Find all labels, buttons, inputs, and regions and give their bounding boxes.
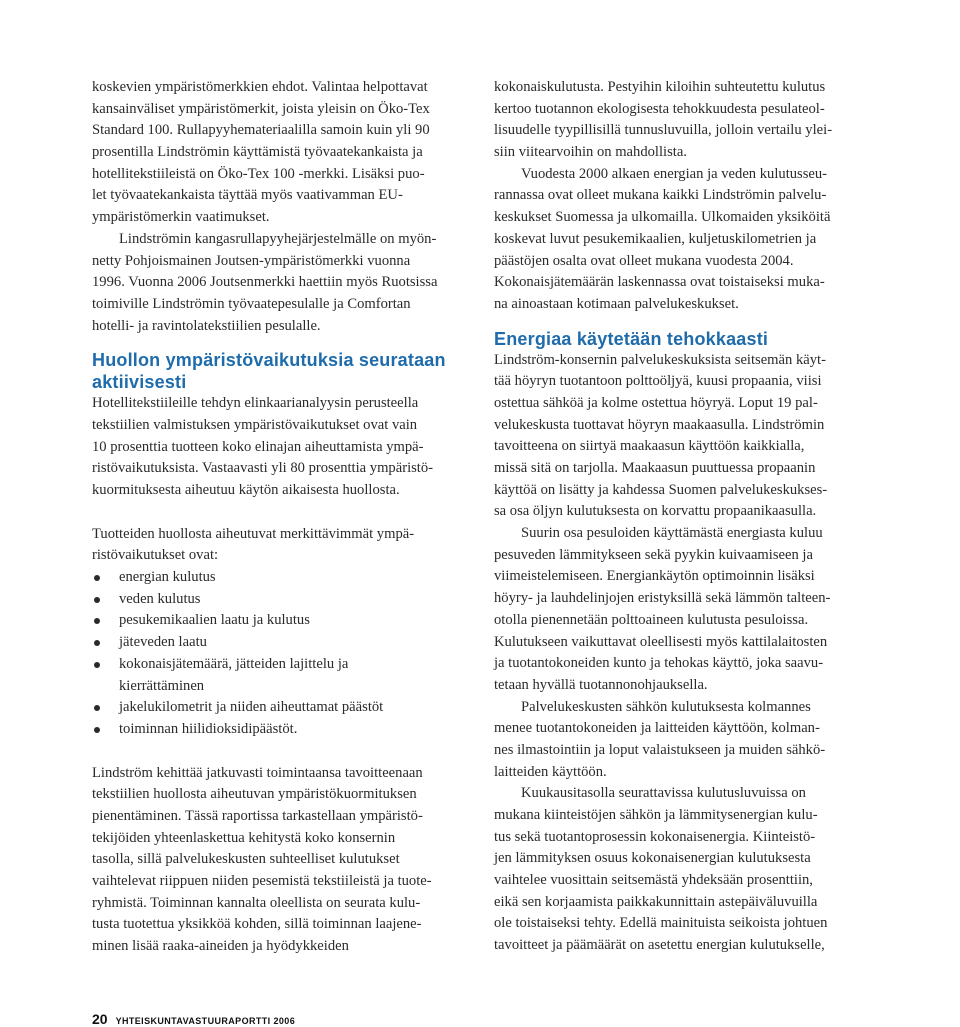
- list-item: toiminnan hiilidioksidipäästöt.: [92, 719, 470, 741]
- text-line: laitteiden käyttöön.: [494, 763, 607, 780]
- text-line: lisuudelle tyypillisillä tunnusluvuilla, jolloin vertailu ylei-: [494, 122, 833, 139]
- text-line: Kulutukseen vaikuttavat oleellisesti myös kattilalaitosten: [494, 633, 828, 650]
- paragraph: [92, 393, 470, 501]
- text-line: tekijöiden yhteenlaskettua kehitystä koko konsernin: [92, 829, 396, 846]
- text-line: kertoo tuotannon ekologisesta tehokkuudesta pesulateol-: [494, 100, 825, 117]
- text-line: tekstiilien huollosta aiheutuvan ympäristökuormituksen: [92, 786, 417, 803]
- text-line: koskevien ympäristömerkkien ehdot. Valintaa helpottavat: [92, 79, 428, 95]
- list-item: pesukemikaalien laatu ja kulutus: [92, 610, 470, 632]
- text-line: kierrättäminen: [119, 677, 205, 694]
- paragraph: [494, 350, 874, 524]
- text-line: tavoitteet ja päämäärät on asetettu energian kulutukselle,: [494, 937, 825, 954]
- text-line: rannassa ovat olleet mukana kaikki Lindströmin palvelu-: [494, 187, 827, 204]
- text-line: hotellitekstiileistä on Öko-Tex 100 -merkki. Lisäksi puo-: [92, 165, 425, 182]
- text-line: Hotellitekstiileille tehdyn elinkaarianalyysin perusteella: [92, 395, 419, 412]
- list-item: [92, 654, 470, 697]
- list-item: jäteveden laatu: [92, 632, 470, 654]
- text-line: vaihtelee vuosittain seitsemästä yhdeksään prosenttiin,: [494, 872, 813, 889]
- text-line: Kuukausitasolla seurattavissa kulutusluvuissa on: [521, 785, 806, 802]
- text-line: ristövaikutuksista. Vastaavasti yli 80 prosenttia ympäristö-: [92, 460, 434, 477]
- right-column: [494, 77, 874, 957]
- section-heading-environmental-impacts: [92, 349, 470, 393]
- text-line: käyttöä on lisätty ja kahdessa Suomen palvelukeskukses-: [494, 481, 828, 498]
- text-line: toimiville Lindströmin työvaatepesulalle ja Comfortan: [92, 295, 411, 312]
- text-line: ryhmistä. Toiminnan kannalta oleellista on seurata kulu-: [92, 894, 421, 911]
- paragraph: [92, 77, 470, 229]
- text-line: höyry- ja lauhdelinjojen eristyksillä sekä lämmön talteen-: [494, 590, 831, 607]
- text-line: let työvaatekankaista täyttää myös vaativamman EU-: [92, 187, 403, 204]
- text-line: viimeistelemiseen. Energiankäytön optimoinnin lisäksi: [494, 568, 815, 585]
- paragraph: [494, 697, 874, 784]
- text-line: Lindström kehittää jatkuvasti toimintaansa tavoitteenaan: [92, 764, 423, 781]
- text-line: ole toistaiseksi tehty. Edellä mainituista seikoista johtuen: [494, 915, 828, 932]
- list-item: energian kulutus: [92, 567, 470, 589]
- text-line: Palvelukeskusten sähkön kulutuksesta kolmannes: [521, 698, 811, 715]
- text-line: pesuveden lämmitykseen sekä pyykin kuivaamiseen ja: [494, 546, 813, 563]
- list-item: veden kulutus: [92, 589, 470, 611]
- text-line: na ainoastaan kotimaan palvelukeskukset.: [494, 295, 739, 312]
- text-line: koskevat luvut pesukemikaalien, kuljetuskilometrien ja: [494, 230, 817, 247]
- text-line: missä sitä on tarjolla. Maakaasun puuttuessa propaanin: [494, 460, 816, 476]
- page-number: 20: [92, 1011, 108, 1027]
- text-line: nes ilmastointiin ja loput valaistukseen ja muiden sähkö-: [494, 741, 826, 758]
- paragraph: [92, 763, 470, 958]
- text-line: ostettua sähköä ja kolme ostettua höyryä. Loput 19 pal-: [494, 394, 818, 411]
- heading-line: aktiivisesti: [92, 372, 187, 393]
- impact-bullet-list: [92, 567, 470, 741]
- text-line: tää höyryn tuotantoon polttoöljyä, kuusi propaania, viisi: [494, 373, 822, 390]
- text-line: siin viitearvoihin on mahdollista.: [494, 144, 687, 161]
- list-item: jakelukilometrit ja niiden aiheuttamat päästöt: [92, 697, 470, 719]
- text-line: prosentilla Lindströmin käyttämistä työvaatekankaista ja: [92, 144, 423, 161]
- text-line: minen lisää raaka-aineiden ja hyödykkeiden: [92, 938, 349, 955]
- text-line: kansainväliset ympäristömerkit, joista yleisin on Öko-Tex: [92, 100, 430, 117]
- text-line: ympäristömerkin vaatimukset.: [92, 209, 270, 226]
- left-column: [92, 77, 470, 958]
- text-line: 10 prosenttia tuotteen koko elinajan aiheuttamista ympä-: [92, 438, 424, 455]
- page-footer: [92, 1011, 295, 1027]
- text-line: Vuodesta 2000 alkaen energian ja veden kulutusseu-: [521, 165, 828, 182]
- text-line: 1996. Vuonna 2006 Joutsenmerkki haettiin myös Ruotsissa: [92, 274, 438, 291]
- text-line: pienentäminen. Tässä raportissa tarkastellaan ympäristö-: [92, 807, 423, 824]
- text-line: vaihtelevat riippuen niiden pesemistä tekstiileistä ja tuote-: [92, 873, 432, 889]
- text-line: velukeskusta tuottavat höyryn maakaasulla. Lindströmin: [494, 416, 825, 433]
- text-line: tasolla, sillä palvelukeskusten suhteelliset kulutukset: [92, 851, 400, 868]
- text-line: jen lämmityksen osuus kokonaisenergian kulutuksesta: [494, 850, 811, 867]
- section-heading-energy: Energiaa käytetään tehokkaasti: [494, 328, 769, 349]
- text-line: menee tuotantokoneiden ja laitteiden käyttöön, kolman-: [494, 720, 820, 737]
- text-line: Lindström-konsernin palvelukeskuksista seitsemän käyt-: [494, 351, 826, 368]
- text-line: kuormituksesta aiheutuu käytön aikaisesta huollosta.: [92, 482, 400, 498]
- text-line: sa osa öljyn kulutuksesta on korvattu propaanikaasulla.: [494, 503, 817, 520]
- heading-line: Huollon ympäristövaikutuksia seurataan: [92, 350, 446, 371]
- text-line: eikä sen korjaamista paikkakunnittain astepäiväluvuilla: [494, 893, 818, 910]
- text-line: ristövaikutukset ovat:: [92, 547, 219, 564]
- text-line: tusta tuotettua yksikköä kohden, sillä toiminnan laajene-: [92, 916, 422, 933]
- text-line: otolla pienennetään polttoaineen kulutusta pesuloissa.: [494, 611, 809, 628]
- paragraph: [494, 77, 874, 164]
- text-line: kokonaisjätemäärä, jätteiden lajittelu ja: [119, 655, 349, 672]
- text-line: netty Pohjoismainen Joutsen-ympäristömerkki vuonna: [92, 252, 411, 269]
- report-title: YHTEISKUNTAVASTUURAPORTTI 2006: [115, 1016, 296, 1026]
- paragraph: [494, 783, 874, 957]
- text-line: keskukset Suomessa ja ulkomailla. Ulkomaiden yksiköitä: [494, 209, 831, 226]
- text-line: hotelli- ja ravintolatekstiilien pesulalle.: [92, 317, 321, 334]
- text-line: mukana kiinteistöjen sähkön ja lämmitysenergian kulu-: [494, 807, 818, 823]
- text-line: tavoitteena on siirtyä maakaasun käyttöön kaikkialla,: [494, 438, 805, 455]
- text-line: tekstiilien valmistuksen ympäristövaikutukset ovat vain: [92, 416, 418, 433]
- text-line: Lindströmin kangasrullapyyhejärjestelmälle on myön-: [119, 230, 437, 247]
- text-line: tus sekä tuotantoprosessin kokonaisenergia. Kiinteistö-: [494, 828, 816, 845]
- text-line: kokonaiskulutusta. Pestyihin kiloihin suhteutettu kulutus: [494, 79, 826, 95]
- paragraph: [494, 523, 874, 697]
- text-line: ja tuotantokoneiden kunto ja tehokas käyttö, joka saavu-: [494, 655, 824, 672]
- text-line: Standard 100. Rullapyyhemateriaalilla samoin kuin yli 90: [92, 122, 430, 139]
- text-line: päästöjen osalta ovat olleet mukana vuodesta 2004.: [494, 252, 794, 269]
- text-line: tetaan hyvällä tuotannonohjauksella.: [494, 676, 708, 693]
- paragraph: [92, 524, 470, 567]
- text-line: Suurin osa pesuloiden käyttämästä energiasta kuluu: [521, 525, 823, 542]
- text-line: Kokonaisjätemäärän laskennassa ovat toistaiseksi muka-: [494, 274, 825, 291]
- paragraph: [494, 164, 874, 316]
- paragraph: [92, 229, 470, 337]
- text-line: Tuotteiden huollosta aiheutuvat merkittävimmät ympä-: [92, 525, 415, 542]
